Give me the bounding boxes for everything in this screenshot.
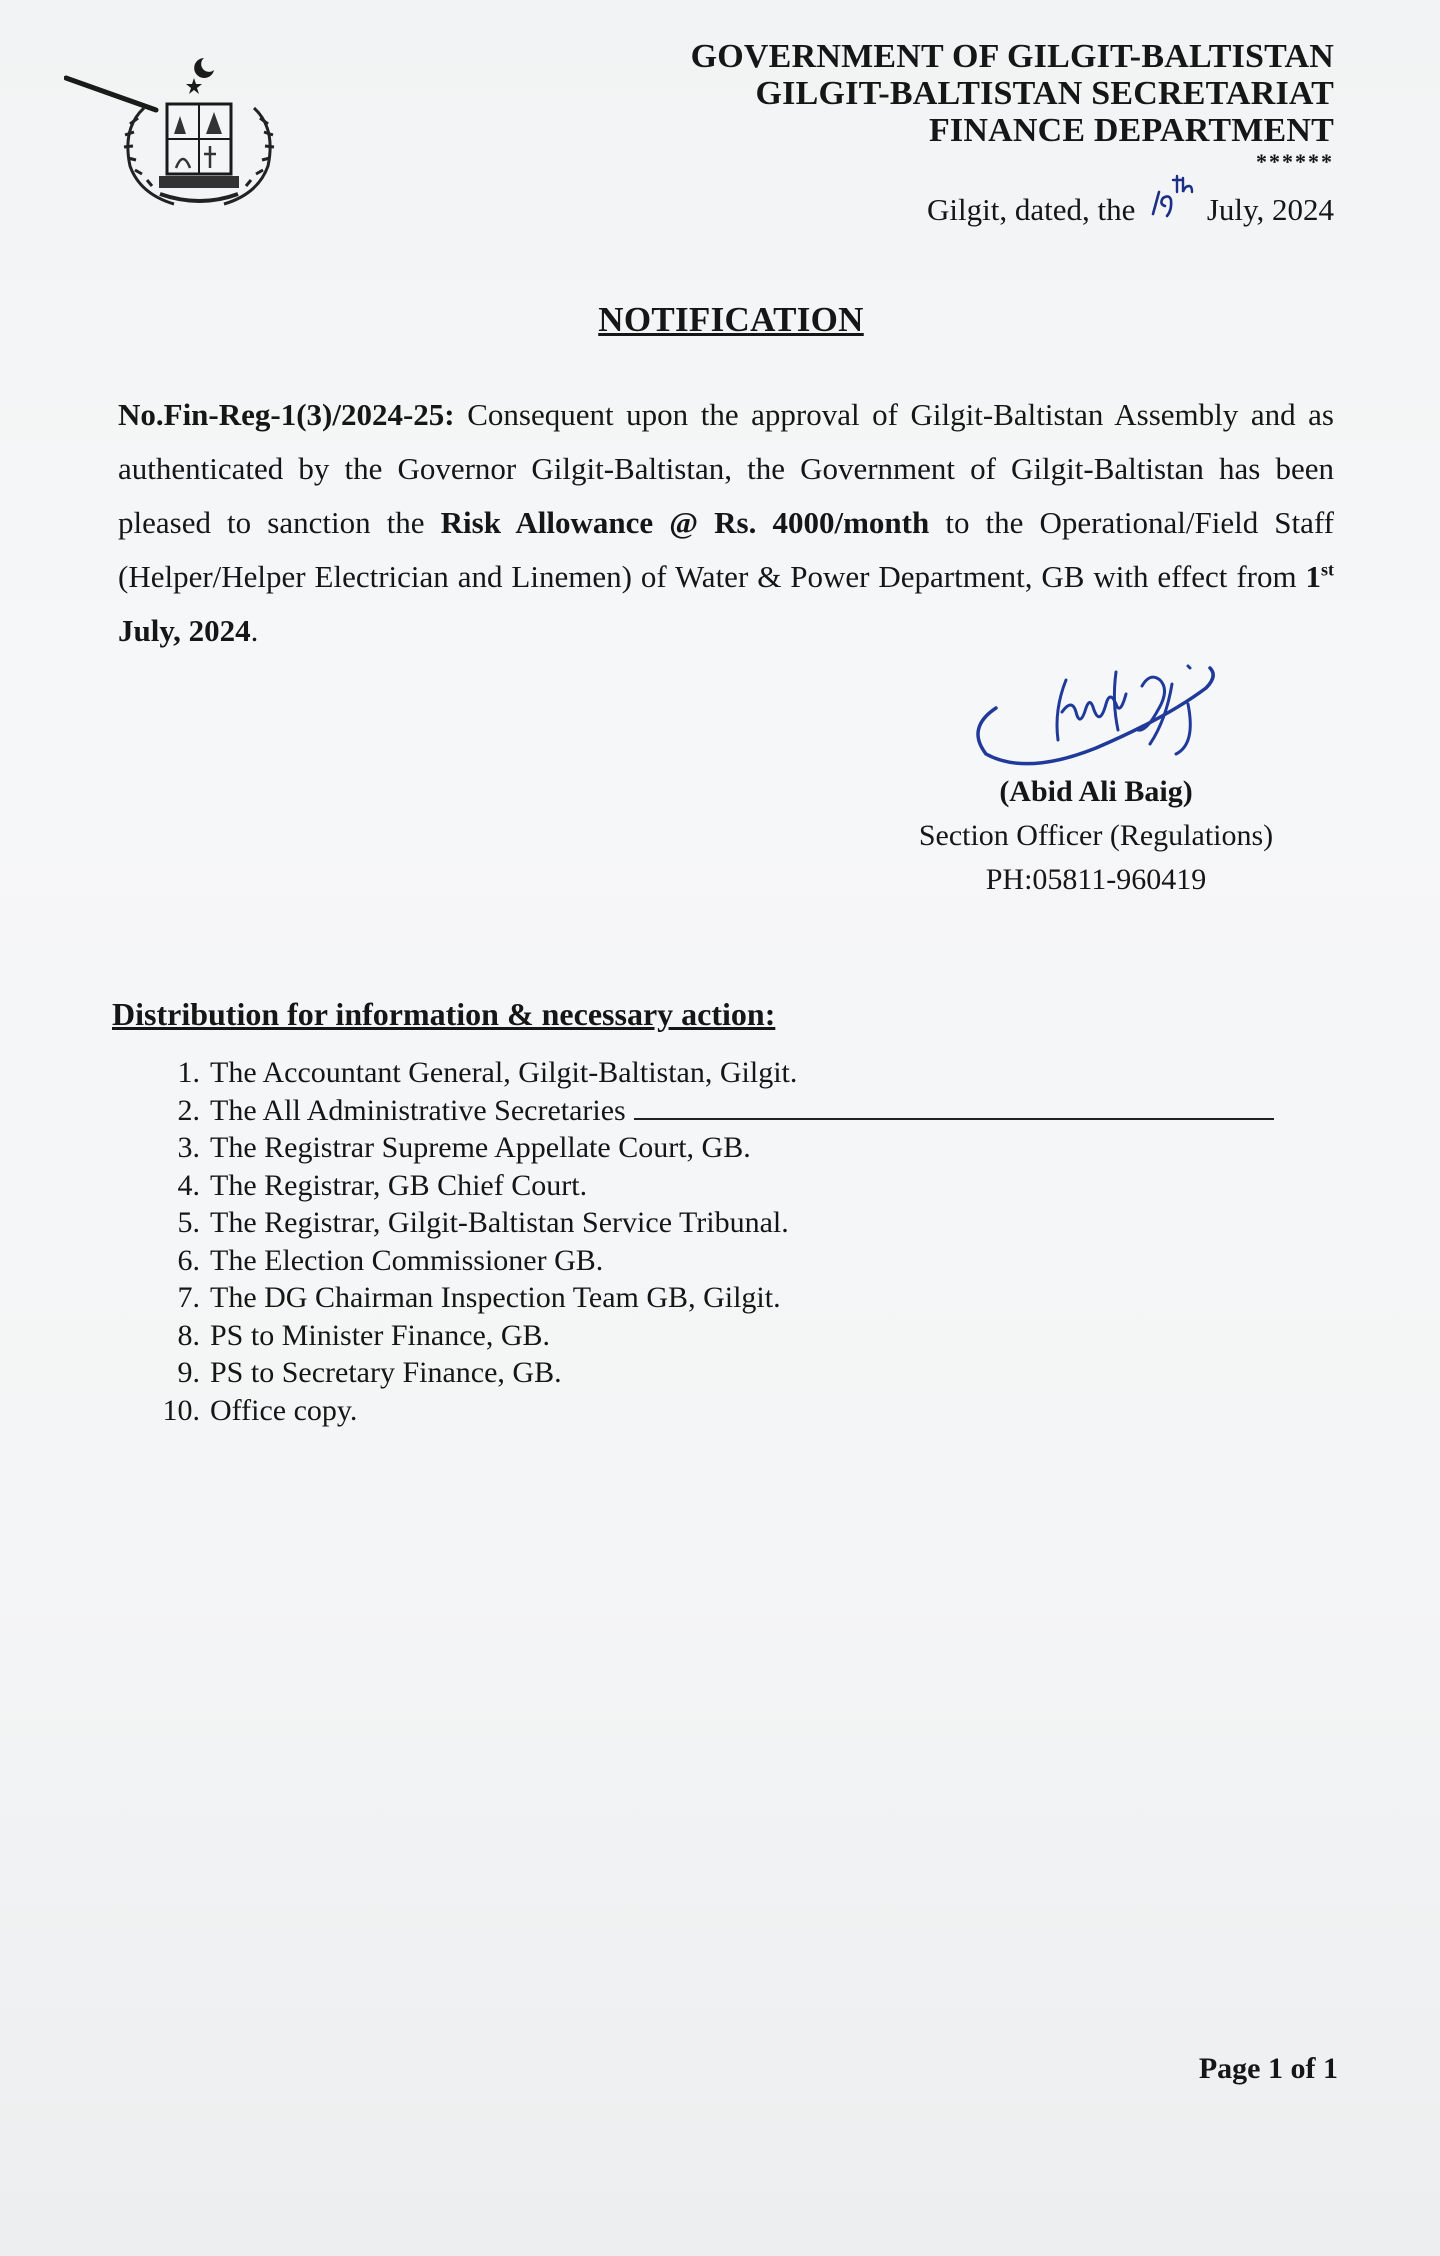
page-number: Page 1 of 1	[1198, 2052, 1338, 2085]
list-item-number: 2.	[177, 1093, 200, 1127]
body-end: .	[250, 613, 259, 648]
gilgit-baltistan-emblem-icon	[64, 48, 284, 218]
signature-icon	[966, 660, 1246, 780]
list-item-text: The Election Commissioner GB.	[210, 1243, 604, 1277]
date-line	[927, 186, 1334, 228]
list-item-number: 3.	[177, 1131, 200, 1164]
list-item-text: PS to Secretary Finance, GB.	[210, 1356, 562, 1389]
distribution-title: Distribution for information & necessary action:	[112, 996, 776, 1032]
list-item	[150, 1129, 1330, 1167]
signatory-name: (Abid Ali Baig)	[999, 775, 1193, 808]
signatory-block	[896, 770, 1296, 902]
list-item-text: The Registrar Supreme Appellate Court, GB.	[210, 1131, 751, 1164]
list-item	[150, 1242, 1330, 1280]
list-item-text: The Accountant General, Gilgit-Baltistan, Gilgit.	[210, 1056, 798, 1089]
government-name: GOVERNMENT OF GILGIT-BALTISTAN	[690, 38, 1334, 75]
list-item	[150, 1167, 1330, 1205]
effective-day-suffix: st	[1321, 559, 1334, 580]
list-item-text: The Registrar, GB Chief Court.	[210, 1168, 588, 1202]
list-item	[150, 1092, 1330, 1130]
list-item	[150, 1354, 1330, 1392]
secretariat-name: GILGIT-BALTISTAN SECRETARIAT	[755, 75, 1334, 112]
list-item-number: 5.	[177, 1206, 200, 1239]
department-name: FINANCE DEPARTMENT	[928, 112, 1334, 149]
body-text-part-1: Consequent upon the approval of Gilgit-Baltistan Assembly and as authenticated by the Governor Gilgit-Baltistan, the Government of Gilgit-Baltistan has been pleased to sanction the	[118, 397, 1334, 540]
date-suffix: July, 2024	[1206, 192, 1334, 227]
allowance-amount: Risk Allowance @ Rs. 4000/month	[440, 505, 930, 540]
signatory-phone: PH:05811-960419	[985, 863, 1207, 896]
handwritten-day-icon	[1145, 172, 1197, 220]
list-item-number: 7.	[177, 1281, 200, 1314]
list-item	[150, 1279, 1330, 1317]
header-stars: ******	[1256, 149, 1334, 174]
list-item-text: Office copy.	[210, 1393, 358, 1427]
body-text-part-2: to the Operational/Field Staff (Helper/Helper Electrician and Linemen) of Water & Power Department, GB with effect from	[118, 505, 1335, 594]
notification-body	[118, 388, 1334, 658]
list-item-text: PS to Minister Finance, GB.	[210, 1318, 551, 1352]
list-item-text: The Registrar, Gilgit-Baltistan Service Tribunal.	[210, 1206, 789, 1239]
list-item-number: 6.	[177, 1243, 200, 1277]
list-item-text: The DG Chairman Inspection Team GB, Gilgit.	[210, 1281, 781, 1314]
signatory-designation: Section Officer (Regulations)	[918, 819, 1274, 852]
list-item-number: 10.	[162, 1393, 200, 1427]
effective-month-year: July, 2024	[118, 613, 251, 648]
notification-title: NOTIFICATION	[598, 300, 864, 339]
date-prefix: Gilgit, dated, the	[926, 192, 1136, 227]
list-item-text: The All Administrative Secretaries	[210, 1093, 626, 1127]
list-item-number: 4.	[177, 1168, 200, 1202]
list-item	[150, 1392, 1330, 1430]
blank-underline	[634, 1092, 1274, 1120]
handwritten-day	[1145, 186, 1197, 220]
list-item	[150, 1204, 1330, 1242]
list-item	[150, 1054, 1330, 1092]
list-item-number: 1.	[177, 1056, 200, 1089]
list-item-number: 9.	[177, 1356, 200, 1389]
reference-number: No.Fin-Reg-1(3)/2024-25:	[118, 397, 455, 432]
effective-day: 1	[1305, 559, 1321, 594]
list-item-number: 8.	[177, 1318, 200, 1352]
letterhead	[691, 38, 1334, 173]
distribution-list	[150, 1054, 1330, 1429]
list-item	[150, 1317, 1330, 1355]
